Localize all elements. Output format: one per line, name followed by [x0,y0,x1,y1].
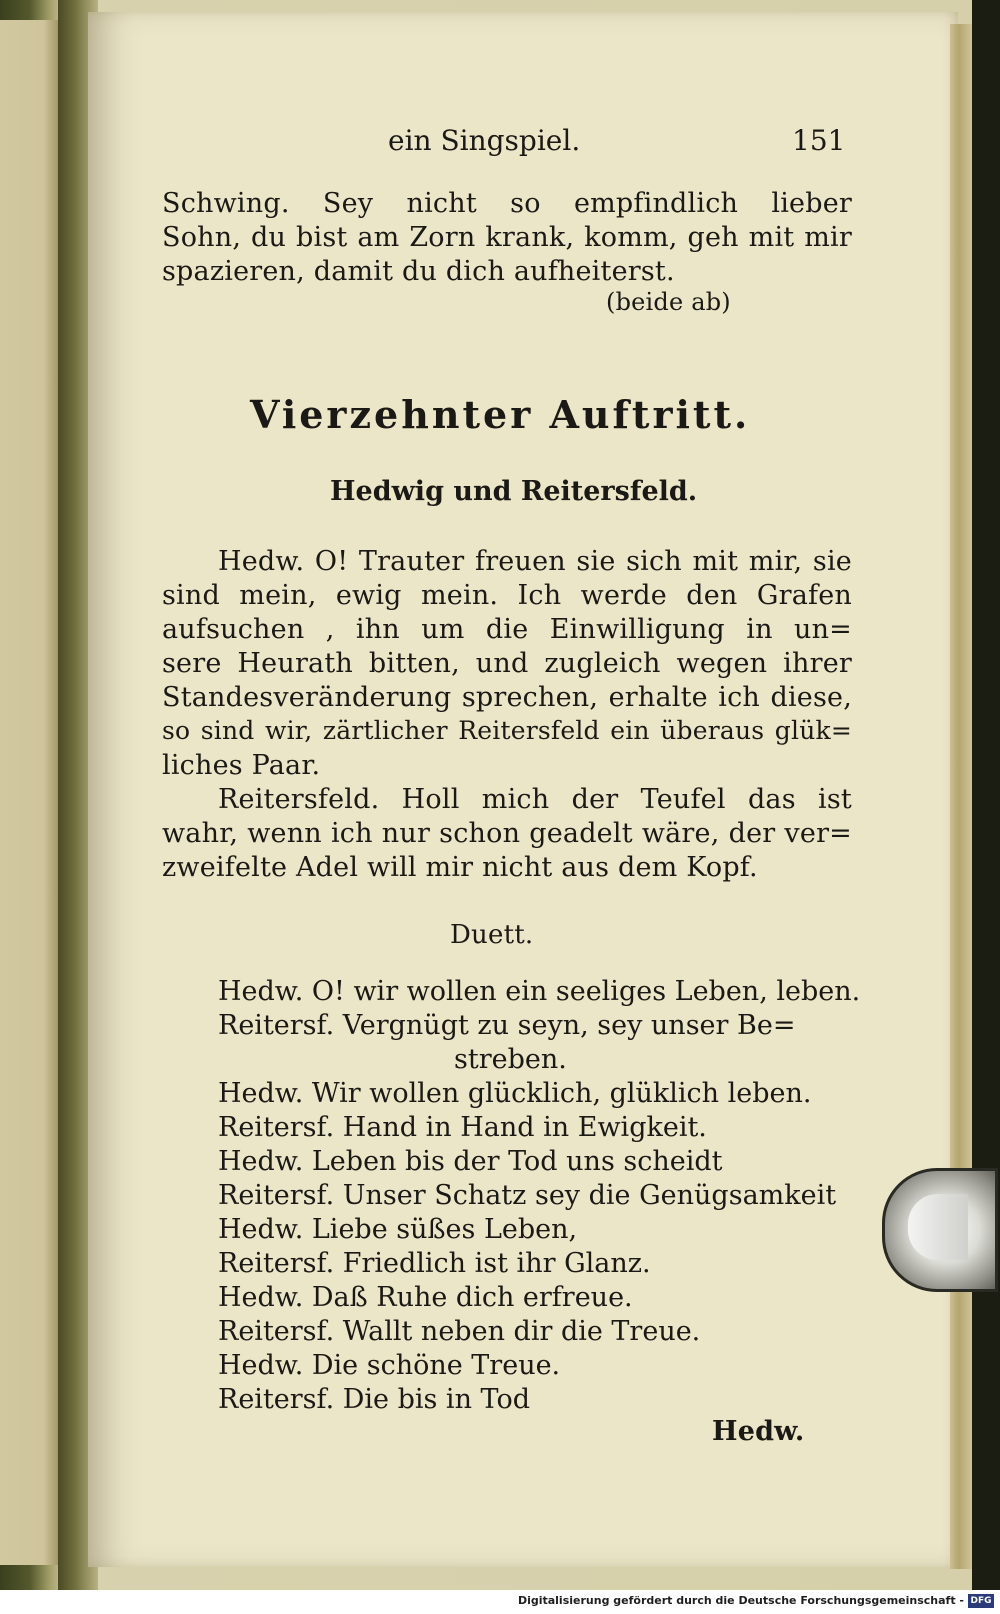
duet-line: Hedw. Daß Ruhe dich erfreue. [218,1282,633,1313]
duet-line: Hedw. Leben bis der Tod uns scheidt [218,1146,723,1177]
scene-characters: Hedwig und Reitersfeld. [330,476,698,507]
scene-title: Vierzehnter Auftritt. [250,392,751,437]
duet-line: Hedw. Liebe süßes Leben, [218,1214,578,1245]
duet-line: Reitersf. Die bis in Tod [218,1384,530,1415]
dialogue-line: zweifelte Adel will mir nicht aus dem Kopf. [162,852,758,883]
duet-line: Reitersf. Friedlich ist ihr Glanz. [218,1248,651,1279]
previous-page-edge [0,20,62,1565]
duet-line: Reitersf. Vergnügt zu seyn, sey unser Be= [218,1010,796,1041]
dialogue-line: aufsuchen , ihn um die Einwilligung in un= [162,614,852,645]
duet-line: Hedw. O! wir wollen ein seeliges Leben, leben. [218,976,861,1007]
duet-line: Hedw. Wir wollen glücklich, glüklich leben. [218,1078,812,1109]
footer-bar [0,1590,1000,1614]
footer-credit: Digitalisierung gefördert durch die Deutsche Forschungsgemeinschaft - [517,1594,964,1607]
dialogue-line: Reitersfeld. Holl mich der Teufel das ist [218,784,852,815]
duet-line: Reitersf. Hand in Hand in Ewigkeit. [218,1112,707,1143]
duet-line: streben. [454,1044,567,1075]
duet-heading: Duett. [450,920,534,950]
stage-direction: (beide ab) [606,288,731,316]
dfg-logo: DFG [968,1594,994,1608]
duet-line: Hedw. Die schöne Treue. [218,1350,561,1381]
dialogue-line: so sind wir, zärtlicher Reitersfeld ein überaus glük= [162,716,852,745]
dialogue-line: wahr, wenn ich nur schon geadelt wäre, der ver= [162,818,852,849]
dialogue-line: Hedw. O! Trauter freuen sie sich mit mir, sie [218,546,852,577]
duet-line: Reitersf. Unser Schatz sey die Genügsamkeit [218,1180,837,1211]
duet-line: Reitersf. Wallt neben dir die Treue. [218,1316,701,1347]
dialogue-line: liches Paar. [162,750,321,781]
page-clip-highlight [908,1194,968,1260]
running-head: ein Singspiel. [388,124,581,157]
prelude-line: spazieren, damit du dich aufheiterst. [162,256,675,287]
page-number: 151 [792,124,846,157]
prelude-line: Sohn, du bist am Zorn krank, komm, geh mit mir [162,222,852,253]
dialogue-line: sind mein, ewig mein. Ich werde den Grafen [162,580,852,611]
scan-border [972,0,1000,1590]
prelude-line: Schwing. Sey nicht so empfindlich lieber [162,188,852,219]
dialogue-line: sere Heurath bitten, und zugleich wegen ihrer [162,648,852,679]
page-edge [950,24,972,1569]
catchword: Hedw. [712,1416,805,1447]
dialogue-line: Standesveränderung sprechen, erhalte ich diese, [162,682,852,713]
